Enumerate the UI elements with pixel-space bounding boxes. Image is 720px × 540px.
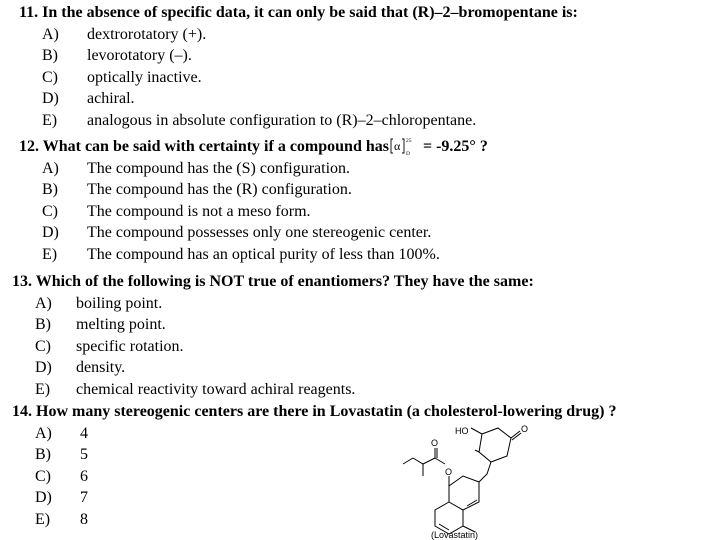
option-text: levorotatory (–).: [87, 47, 192, 64]
ho-label: HO: [455, 426, 469, 436]
q13-option-b[interactable]: [12, 314, 717, 336]
lovastatin-structure: [395, 420, 555, 540]
option-label: B): [35, 316, 51, 333]
question-13: [12, 271, 717, 400]
q14-option-e[interactable]: [12, 509, 717, 531]
option-text: density.: [76, 359, 126, 376]
option-text: dextrorotatory (+).: [87, 25, 207, 43]
q11-option-b[interactable]: [19, 45, 719, 67]
option-label: C): [42, 202, 58, 220]
carbonyl-o-label: O: [521, 424, 529, 434]
option-label: D): [42, 90, 59, 107]
q13-option-c[interactable]: [12, 336, 717, 358]
option-label: A): [35, 294, 52, 312]
option-label: D): [35, 359, 52, 376]
option-label: A): [42, 25, 59, 43]
structure-caption: (Lovastatin): [431, 530, 479, 540]
option-text: 7: [80, 489, 88, 506]
q12-option-c[interactable]: [19, 201, 719, 223]
option-label: B): [35, 446, 51, 463]
q12-option-b[interactable]: [19, 179, 719, 201]
q12-option-e[interactable]: [19, 244, 719, 266]
option-label: D): [42, 224, 59, 241]
option-label: B): [42, 47, 58, 64]
question-12-stem-value: = -9.25° ?: [418, 138, 488, 155]
option-label: C): [35, 337, 51, 355]
option-text: 4: [80, 424, 88, 442]
q12-option-a[interactable]: [19, 158, 719, 180]
question-11: [19, 2, 719, 131]
q14-option-d[interactable]: [12, 487, 717, 509]
question-11-stem: 11. In the absence of specific data, it can only be said that (R)–2–bromopentane is:: [19, 4, 578, 21]
q14-option-b[interactable]: [12, 444, 717, 466]
q14-option-a[interactable]: [12, 423, 717, 445]
svg-text:α: α: [393, 139, 401, 153]
ester-o-label: O: [445, 467, 453, 477]
q13-option-d[interactable]: [12, 357, 717, 379]
option-text: The compound has the (R) configuration.: [87, 181, 352, 198]
ester-carbonyl-o-label: O: [431, 438, 439, 448]
option-label: B): [42, 181, 58, 198]
svg-text:25: 25: [405, 138, 412, 144]
option-text: specific rotation.: [76, 337, 184, 355]
option-text: optically inactive.: [87, 68, 202, 86]
question-12-stem-text: 12. What can be said with certainty if a compound has: [19, 138, 389, 155]
option-label: A): [42, 159, 59, 177]
option-label: C): [42, 68, 58, 86]
question-14-stem: 14. How many stereogenic centers are there in Lovastatin (a cholesterol-lowering drug) ?: [12, 403, 617, 420]
option-text: achiral.: [87, 90, 135, 107]
option-label: D): [35, 489, 52, 506]
option-text: analogous in absolute configuration to (R)–2–chloropentane.: [87, 111, 477, 129]
q11-option-e[interactable]: [19, 110, 719, 132]
option-text: 5: [80, 446, 88, 463]
option-label: A): [35, 424, 52, 442]
option-label: C): [35, 467, 51, 485]
q12-option-d[interactable]: [19, 222, 719, 244]
option-text: melting point.: [76, 316, 166, 333]
specific-rotation-symbol: [389, 136, 419, 157]
option-text: The compound has the (S) configuration.: [87, 159, 351, 177]
option-label: E): [42, 111, 58, 129]
svg-text:D: D: [405, 151, 410, 157]
option-text: 6: [80, 467, 88, 485]
option-text: The compound has an optical purity of less than 100%.: [87, 245, 440, 263]
option-label: E): [42, 245, 58, 263]
option-text: 8: [80, 510, 88, 528]
option-label: E): [35, 380, 51, 398]
option-label: E): [35, 510, 51, 528]
q11-option-d[interactable]: [19, 88, 719, 110]
option-text: chemical reactivity toward achiral reagents.: [76, 380, 356, 398]
question-14: [12, 401, 717, 530]
q11-option-a[interactable]: [19, 24, 719, 46]
option-text: The compound is not a meso form.: [87, 202, 311, 220]
question-13-stem: 13. Which of the following is NOT true of enantiomers? They have the same:: [12, 273, 534, 290]
q14-option-c[interactable]: [12, 466, 717, 488]
question-12: [19, 136, 719, 265]
q13-option-e[interactable]: [12, 379, 717, 401]
question-12-stem: [19, 136, 719, 158]
q13-option-a[interactable]: [12, 293, 717, 315]
option-text: boiling point.: [76, 294, 163, 312]
q11-option-c[interactable]: [19, 67, 719, 89]
option-text: The compound possesses only one stereogenic center.: [87, 224, 432, 241]
